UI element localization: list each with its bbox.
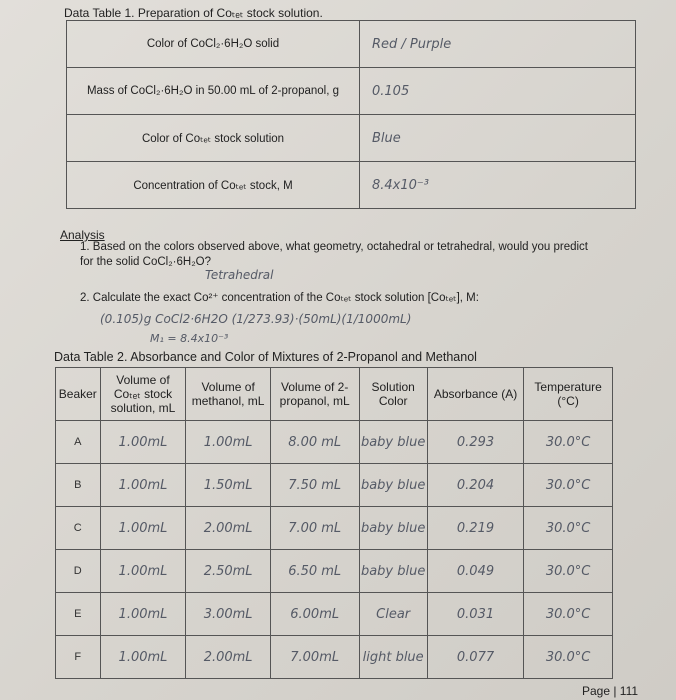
- table-cell: D: [56, 550, 101, 593]
- table-cell: 6.50 mL: [270, 550, 359, 593]
- table-cell: 3.00mL: [186, 593, 270, 636]
- table1-row: [67, 21, 636, 68]
- table-row: [56, 636, 613, 679]
- row-label: Color of CoCl₂·6H₂O solid: [67, 21, 360, 68]
- table-cell: 30.0°C: [524, 550, 613, 593]
- row-value: 8.4x10⁻³: [360, 162, 636, 209]
- question-2: 2. Calculate the exact Co²⁺ concentration of the Coₜₑₜ stock solution [Coₜₑₜ], M:: [80, 292, 479, 304]
- table-cell: 0.293: [427, 421, 523, 464]
- column-header: Beaker: [56, 368, 101, 421]
- table-cell: 1.00mL: [100, 636, 186, 679]
- table-cell: E: [56, 593, 101, 636]
- table-cell: 7.50 mL: [270, 464, 359, 507]
- table-cell: 1.00mL: [100, 421, 186, 464]
- table-cell: Clear: [359, 593, 427, 636]
- table-row: [56, 421, 613, 464]
- column-header: Volume of methanol, mL: [186, 368, 270, 421]
- table-cell: 30.0°C: [524, 593, 613, 636]
- table-cell: 0.049: [427, 550, 523, 593]
- table-cell: 0.219: [427, 507, 523, 550]
- table-cell: 1.00mL: [186, 421, 270, 464]
- table1-row: [67, 68, 636, 115]
- table-row: [56, 464, 613, 507]
- column-header: Volume of Coₜₑₜ stock solution, mL: [100, 368, 186, 421]
- table-cell: baby blue: [359, 421, 427, 464]
- calculation-result: M₁ = 8.4x10⁻³: [150, 332, 229, 345]
- table1-row: [67, 162, 636, 209]
- table-cell: baby blue: [359, 507, 427, 550]
- table-cell: 0.204: [427, 464, 523, 507]
- row-label: Color of Coₜₑₜ stock solution: [67, 115, 360, 162]
- row-value: 0.105: [360, 68, 636, 115]
- column-header: Temperature (°C): [524, 368, 613, 421]
- table-cell: 1.00mL: [100, 507, 186, 550]
- table-cell: B: [56, 464, 101, 507]
- table-cell: 2.00mL: [186, 507, 270, 550]
- table-cell: 30.0°C: [524, 464, 613, 507]
- column-header: Absorbance (A): [427, 368, 523, 421]
- page-number: Page | 111: [582, 684, 639, 698]
- table1-title: Data Table 1. Preparation of Coₜₑₜ stock solution.: [64, 6, 323, 20]
- table-cell: baby blue: [359, 550, 427, 593]
- table-cell: 0.077: [427, 636, 523, 679]
- table-row: [56, 550, 613, 593]
- table-cell: light blue: [359, 636, 427, 679]
- table-cell: F: [56, 636, 101, 679]
- table-cell: C: [56, 507, 101, 550]
- table-cell: 2.00mL: [186, 636, 270, 679]
- table-cell: 1.00mL: [100, 550, 186, 593]
- column-header: Solution Color: [359, 368, 427, 421]
- table-cell: A: [56, 421, 101, 464]
- table-row: [56, 507, 613, 550]
- table-cell: 30.0°C: [524, 636, 613, 679]
- row-value: Blue: [360, 115, 636, 162]
- table-cell: 7.00 mL: [270, 507, 359, 550]
- table-cell: 1.50mL: [186, 464, 270, 507]
- table-cell: 2.50mL: [186, 550, 270, 593]
- table2-title: Data Table 2. Absorbance and Color of Mixtures of 2-Propanol and Methanol: [54, 350, 477, 364]
- row-label: Concentration of Coₜₑₜ stock, M: [67, 162, 360, 209]
- table-cell: 0.031: [427, 593, 523, 636]
- table-cell: 8.00 mL: [270, 421, 359, 464]
- absorbance-table: [55, 367, 613, 679]
- preparation-table: [66, 20, 636, 209]
- table-cell: 1.00mL: [100, 593, 186, 636]
- table-cell: 30.0°C: [524, 421, 613, 464]
- table-cell: 30.0°C: [524, 507, 613, 550]
- table-row: [56, 593, 613, 636]
- table-cell: baby blue: [359, 464, 427, 507]
- table1-row: [67, 115, 636, 162]
- calculation-work: (0.105)g CoCl2·6H2O (1/273.93)·(50mL)(1/1000mL): [100, 312, 412, 326]
- row-value: Red / Purple: [360, 21, 636, 68]
- row-label: Mass of CoCl₂·6H₂O in 50.00 mL of 2-propanol, g: [67, 68, 360, 115]
- answer-1: Tetrahedral: [205, 268, 274, 282]
- column-header: Volume of 2-propanol, mL: [270, 368, 359, 421]
- table-cell: 6.00mL: [270, 593, 359, 636]
- table-cell: 7.00mL: [270, 636, 359, 679]
- question-1: 1. Based on the colors observed above, what geometry, octahedral or tetrahedral, would you predict for the solid CoCl₂·6H₂O?: [80, 241, 588, 268]
- analysis-heading: Analysis: [60, 228, 105, 242]
- table-cell: 1.00mL: [100, 464, 186, 507]
